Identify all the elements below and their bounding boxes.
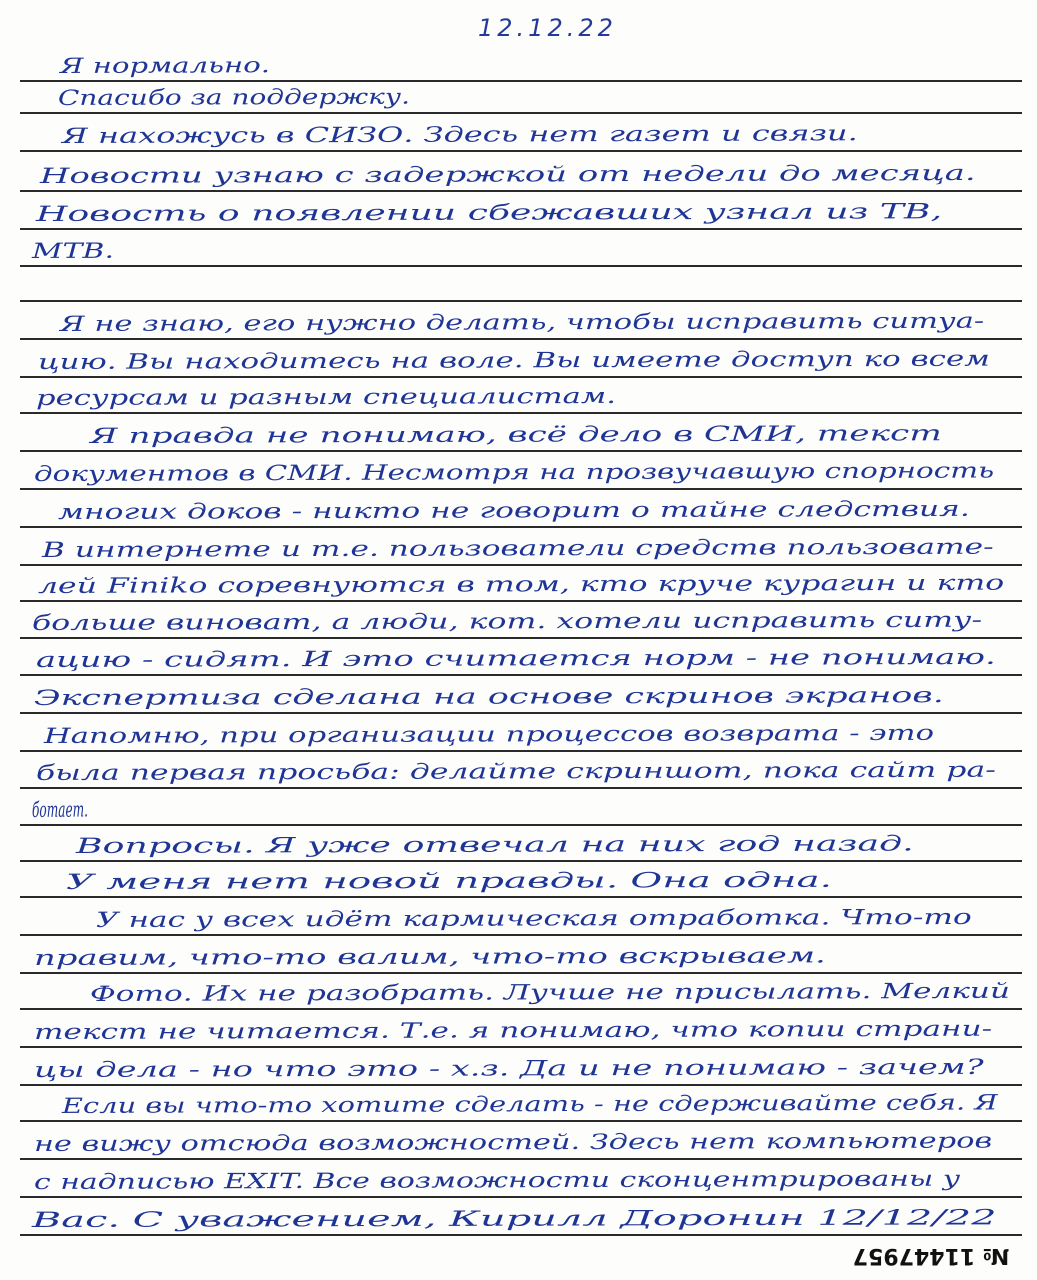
handwritten-line: У меня нет новой правды. Она одна. [65, 867, 833, 894]
ruled-line [20, 824, 1022, 826]
handwritten-line: Если вы что-то хотите сделать - не сдерживайте себя. Я [61, 1090, 998, 1118]
handwritten-line: Экспертиза сделана на основе скринов экранов. [33, 683, 944, 710]
ruled-line [20, 300, 1022, 302]
handwritten-line: ботает. [31, 797, 89, 822]
ruled-line [20, 972, 1022, 974]
handwritten-line: Вас. С уважением, Кирилл Доронин 12/12/22 [31, 1205, 997, 1232]
handwritten-line: с надписью EXIT. Все возможности сконцентрированы у [33, 1166, 961, 1194]
ruled-line [20, 338, 1022, 340]
handwritten-line: цию. Вы находитесь на воле. Вы имеете доступ ко всем [37, 346, 991, 374]
handwritten-line: Я нахожусь в СИЗО. Здесь нет газет и связи. [61, 121, 858, 148]
ruled-line [20, 637, 1022, 639]
ruled-line [20, 450, 1022, 452]
handwritten-line: многих доков - никто не говорит о тайне следствия. [57, 496, 970, 524]
handwritten-line: МТВ. [31, 238, 115, 263]
ruled-line [20, 1196, 1022, 1198]
handwritten-line: ресурсам и разным специалистам. [35, 383, 617, 410]
ruled-line [20, 376, 1022, 378]
ruled-line [20, 787, 1022, 789]
ruled-line [20, 488, 1022, 490]
ruled-line [20, 896, 1022, 898]
ruled-line [20, 860, 1022, 862]
handwritten-line: Вопросы. Я уже отвечал на них год назад. [75, 831, 914, 858]
ruled-line [20, 674, 1022, 676]
ruled-line [20, 412, 1022, 414]
handwritten-line: У нас у всех идёт кармическая отработка. Что-то [95, 904, 972, 932]
ruled-line [20, 750, 1022, 752]
letter-date: 12.12.22 [478, 14, 617, 42]
handwritten-line: Фото. Их не разобрать. Лучше не присылать. Мелкий [89, 978, 1011, 1006]
handwritten-line: Я правда не понимаю, всё дело в СМИ, текст [89, 421, 942, 448]
ruled-line [20, 526, 1022, 528]
ruled-line [20, 1158, 1022, 1160]
handwritten-line: была первая просьба: делайте скриншот, пока сайт ра- [35, 757, 996, 785]
ruled-line [20, 934, 1022, 936]
ruled-line [20, 112, 1022, 114]
handwritten-line: цы дела - но что это - х.з. Да и не понимаю - зачем? [33, 1054, 984, 1082]
document-number-stamp: № 11447957 [852, 1243, 1010, 1268]
ruled-line [20, 712, 1022, 714]
ruled-line [20, 1046, 1022, 1048]
ruled-line [20, 600, 1022, 602]
handwritten-line: Новость о появлении сбежавших узнал из ТВ, [35, 199, 943, 226]
handwritten-line: правим, что-то валим, что-то вскрываем. [33, 943, 826, 970]
handwritten-line: документов в СМИ. Несмотря на прозвучавшую спорность [33, 458, 995, 486]
ruled-line [20, 150, 1022, 152]
ruled-line [20, 190, 1022, 192]
handwritten-line: больше виноват, а люди, кот. хотели исправить ситу- [31, 607, 983, 635]
ruled-line [20, 1234, 1022, 1236]
ruled-line [20, 1008, 1022, 1010]
handwritten-line: Я не знаю, его нужно делать, чтобы исправить ситуа- [59, 308, 985, 336]
ruled-line [20, 1084, 1022, 1086]
ruled-line [20, 564, 1022, 566]
handwritten-line: текст не читается. Т.е. я понимаю, что копии страни- [33, 1016, 993, 1044]
ruled-line [20, 265, 1022, 267]
ruled-line [20, 1120, 1022, 1122]
handwritten-line: ацию - сидят. И это считается норм - не понимаю. [35, 644, 996, 672]
handwritten-line: Новости узнаю с задержкой от недели до месяца. [39, 160, 976, 188]
ruled-line [20, 80, 1022, 82]
handwritten-line: В интернете и т.е. пользователи средств пользовате- [41, 534, 994, 562]
handwritten-line: Напомню, при организации процессов возврата - это [43, 720, 935, 748]
handwritten-line: не вижу отсюда возможностей. Здесь нет компьютеров [33, 1128, 993, 1156]
handwritten-line: Я нормально. [59, 53, 271, 78]
ruled-line [20, 228, 1022, 230]
handwritten-line: Спасибо за поддержку. [57, 84, 411, 110]
handwritten-line: лей Finiko соревнуются в том, кто круче курагин и кто [37, 570, 1005, 598]
